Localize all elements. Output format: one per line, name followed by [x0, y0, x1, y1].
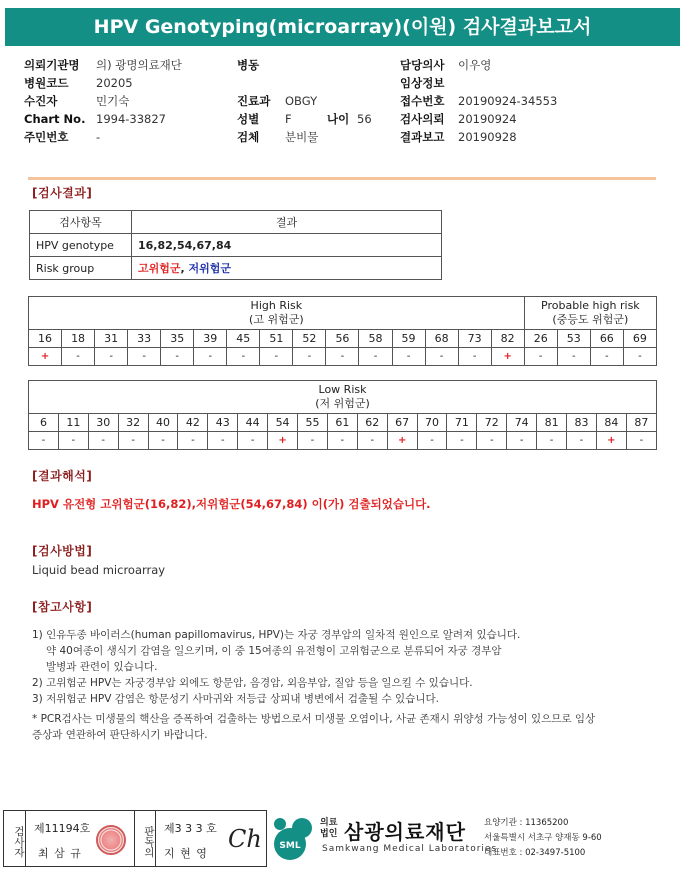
genotype-cell: 32	[118, 414, 148, 432]
info-value: 의) 광명의료재단	[96, 58, 182, 72]
genotype-result-cell: -	[327, 432, 357, 450]
genotype-result-cell: -	[417, 432, 447, 450]
genotype-cell: 73	[458, 330, 491, 348]
genotype-cell: 74	[507, 414, 537, 432]
genotype-result-cell: -	[58, 432, 88, 450]
sml-logo-icon	[272, 814, 316, 862]
genotype-result-cell: -	[161, 348, 194, 366]
note-line: 1) 인유두종 바이러스(human papillomavirus, HPV)는 자궁 경부암의 일차적 원인으로 알려져 있습니다.	[32, 629, 521, 641]
high-risk-results-row	[29, 348, 657, 366]
genotype-cell: 72	[477, 414, 507, 432]
genotype-result-cell: -	[458, 348, 491, 366]
info-label: 병원코드	[24, 76, 69, 90]
probable-risk-subtitle: (중등도 위험군)	[552, 313, 629, 326]
tester-label: 검사자	[4, 811, 26, 866]
info-value: 20190924	[458, 112, 517, 126]
genotype-cell: 40	[148, 414, 178, 432]
genotype-cell: 55	[298, 414, 328, 432]
org-contact-line: 요양기관 : 11365200	[484, 818, 569, 828]
genotype-cell: 69	[623, 330, 656, 348]
info-value: 분비물	[285, 130, 319, 144]
info-label: 담당의사	[400, 58, 445, 72]
genotype-result-cell: -	[425, 348, 458, 366]
org-english-name: Samkwang Medical Laboratories	[322, 844, 498, 854]
genotype-cell: 31	[95, 330, 128, 348]
genotype-result-cell: -	[626, 432, 656, 450]
genotype-cell: 67	[387, 414, 417, 432]
org-name: 삼광의료재단	[344, 820, 466, 844]
col-header-item: 검사항목	[30, 211, 132, 234]
genotype-result-cell: -	[507, 432, 537, 450]
genotype-result-cell: -	[293, 348, 326, 366]
genotype-cell: 83	[567, 414, 597, 432]
genotype-result-cell: -	[62, 348, 95, 366]
info-label: 병동	[237, 58, 260, 72]
interpretation-heading: [결과해석]	[32, 469, 93, 483]
genotype-cell: 84	[596, 414, 626, 432]
low-risk-table	[28, 380, 657, 450]
info-value: 20190928	[458, 130, 517, 144]
interpretation-text: HPV 유전형 고위험군(16,82),저위험군(54,67,84) 이(가) 검출되었습니다.	[32, 497, 431, 511]
patient-info-col1	[24, 56, 182, 146]
low-risk-types-row	[29, 414, 657, 432]
genotype-cell: 56	[326, 330, 359, 348]
genotype-result-cell: -	[148, 432, 178, 450]
genotype-result-cell: -	[95, 348, 128, 366]
low-risk-title: Low Risk	[318, 383, 367, 396]
patient-info-col3	[400, 56, 557, 146]
genotype-result-cell: -	[557, 348, 590, 366]
risk-separator: ,	[180, 262, 185, 275]
genotype-cell: 35	[161, 330, 194, 348]
genotype-cell: 70	[417, 414, 447, 432]
info-label: 결과보고	[400, 130, 445, 144]
note-line: 약 40여종이 생식기 감염을 일으키며, 이 중 15여종의 유전형이 고위험군으로 분류되어 자궁 경부암	[46, 645, 502, 657]
low-risk-subtitle: (저 위험군)	[315, 397, 370, 410]
info-value: 20205	[96, 76, 133, 90]
risk-high-text: 고위험군	[138, 262, 181, 275]
genotype-cell: 26	[524, 330, 557, 348]
genotype-cell: 81	[537, 414, 567, 432]
method-heading: [검사방법]	[32, 544, 93, 558]
high-risk-title: High Risk	[250, 299, 303, 312]
genotype-result-cell: +	[268, 432, 298, 450]
genotype-result-cell: -	[524, 348, 557, 366]
tester-seal	[96, 825, 126, 855]
signature-box	[3, 810, 267, 867]
info-label: 수진자	[24, 94, 58, 108]
note-line: 3) 저위험군 HPV 감염은 항문성기 사마귀와 저등급 상피내 병변에서 검출될 수 있습니다.	[32, 693, 439, 705]
age-value: 56	[357, 112, 372, 126]
info-label: 진료과	[237, 94, 271, 108]
genotype-result-cell: +	[29, 348, 62, 366]
genotype-cell: 59	[392, 330, 425, 348]
genotype-cell: 54	[268, 414, 298, 432]
genotype-cell: 51	[260, 330, 293, 348]
org-logo	[272, 812, 682, 868]
risk-group-value	[132, 257, 442, 280]
genotype-result-cell: -	[623, 348, 656, 366]
genotype-result-cell: -	[178, 432, 208, 450]
approver-signature: Ch	[228, 825, 262, 853]
genotype-result-cell: -	[392, 348, 425, 366]
col-header-result: 결과	[132, 211, 442, 234]
report-title: HPV Genotyping(microarray)(이원) 검사결과보고서	[5, 8, 680, 46]
genotype-result-cell: +	[596, 432, 626, 450]
tester-name: 최 삼 규	[38, 847, 82, 860]
genotype-result-cell: -	[477, 432, 507, 450]
genotype-cell: 43	[208, 414, 238, 432]
info-value: 이우영	[458, 58, 492, 72]
note-line: 2) 고위험군 HPV는 자궁경부암 외에도 항문암, 음경암, 외음부암, 질암 등을 일으킬 수 있습니다.	[32, 677, 473, 689]
approver-number: 제3 3 3 호	[164, 822, 217, 835]
genotype-result-cell: +	[491, 348, 524, 366]
genotype-cell: 66	[590, 330, 623, 348]
genotype-cell: 6	[29, 414, 59, 432]
low-risk-header	[29, 381, 657, 414]
genotype-cell: 71	[447, 414, 477, 432]
info-label: 검체	[237, 130, 260, 144]
result-heading: [검사결과]	[32, 186, 93, 200]
genotype-label: HPV genotype	[30, 234, 132, 257]
genotype-result-cell: -	[260, 348, 293, 366]
genotype-cell: 52	[293, 330, 326, 348]
info-label: 검사의뢰	[400, 112, 445, 126]
sml-logo-text: SML	[279, 841, 301, 851]
genotype-cell: 61	[327, 414, 357, 432]
patient-info-col2	[237, 56, 372, 146]
risk-low-text: 저위험군	[188, 262, 232, 275]
age-label: 나이	[327, 112, 350, 126]
info-label: 주민번호	[24, 130, 69, 144]
pcr-note: 증상과 연관하여 판단하시기 바랍니다.	[32, 729, 208, 741]
high-risk-types-row	[29, 330, 657, 348]
genotype-result-cell: -	[128, 348, 161, 366]
genotype-cell: 87	[626, 414, 656, 432]
info-label: Chart No.	[24, 112, 86, 126]
genotype-result-cell: -	[227, 348, 260, 366]
genotype-result-cell: -	[537, 432, 567, 450]
genotype-result-cell: -	[590, 348, 623, 366]
genotype-cell: 33	[128, 330, 161, 348]
genotype-result-cell: +	[387, 432, 417, 450]
genotype-result-cell: -	[118, 432, 148, 450]
tester-number: 제11194호	[34, 822, 91, 835]
genotype-result-cell: -	[194, 348, 227, 366]
info-label: 의뢰기관명	[24, 58, 80, 72]
info-value: F	[285, 112, 292, 126]
org-type-line2: 법인	[320, 829, 338, 839]
genotype-cell: 58	[359, 330, 392, 348]
info-value: -	[96, 130, 101, 144]
genotype-result-cell: -	[29, 432, 59, 450]
genotype-cell: 68	[425, 330, 458, 348]
info-label: 접수번호	[400, 94, 445, 108]
info-value: OBGY	[285, 94, 318, 108]
note-line: 발병과 관련이 있습니다.	[46, 661, 158, 673]
genotype-cell: 44	[238, 414, 268, 432]
probable-risk-title: Probable high risk	[541, 299, 640, 312]
genotype-cell: 45	[227, 330, 260, 348]
genotype-result-cell: -	[298, 432, 328, 450]
genotype-cell: 39	[194, 330, 227, 348]
info-label: 임상정보	[400, 76, 445, 90]
genotype-cell: 53	[557, 330, 590, 348]
genotype-cell: 42	[178, 414, 208, 432]
genotype-result-cell: -	[447, 432, 477, 450]
low-risk-results-row	[29, 432, 657, 450]
approver-name: 지 현 영	[164, 847, 208, 860]
org-contact-line: 대표번호 : 02-3497-5100	[484, 848, 586, 858]
high-risk-header	[29, 297, 525, 330]
info-value: 1994-33827	[96, 112, 166, 126]
approver-label: 판독의	[134, 811, 156, 866]
genotype-result-cell: -	[357, 432, 387, 450]
genotype-cell: 11	[58, 414, 88, 432]
result-table	[29, 210, 442, 280]
genotype-result-cell: -	[238, 432, 268, 450]
info-label: 성별	[237, 112, 260, 126]
notes-heading: [참고사항]	[32, 600, 93, 614]
notes-block	[32, 627, 652, 743]
section-divider	[28, 177, 656, 180]
org-contact-line: 서울특별시 서초구 양재동 9-60	[484, 833, 602, 843]
org-type	[320, 818, 337, 840]
risk-group-label: Risk group	[30, 257, 132, 280]
genotype-cell: 16	[29, 330, 62, 348]
probable-risk-header	[524, 297, 656, 330]
genotype-result-cell: -	[88, 432, 118, 450]
high-risk-table	[28, 296, 657, 366]
org-type-line1: 의료	[320, 818, 338, 828]
method-text: Liquid bead microarray	[32, 563, 166, 577]
genotype-result-cell: -	[567, 432, 597, 450]
info-value: 민기숙	[96, 94, 130, 108]
pcr-note: * PCR검사는 미생물의 핵산을 증폭하여 검출하는 방법으로서 미생물 오염이나, 사균 존재시 위양성 가능성이 있으므로 임상	[32, 713, 596, 725]
genotype-cell: 18	[62, 330, 95, 348]
genotype-result-cell: -	[208, 432, 238, 450]
org-contact	[484, 816, 602, 861]
genotype-cell: 30	[88, 414, 118, 432]
info-value: 20190924-34553	[458, 94, 558, 108]
genotype-cell: 82	[491, 330, 524, 348]
genotype-cell: 62	[357, 414, 387, 432]
high-risk-subtitle: (고 위험군)	[249, 313, 304, 326]
genotype-value: 16,82,54,67,84	[132, 234, 442, 257]
genotype-result-cell: -	[326, 348, 359, 366]
genotype-result-cell: -	[359, 348, 392, 366]
